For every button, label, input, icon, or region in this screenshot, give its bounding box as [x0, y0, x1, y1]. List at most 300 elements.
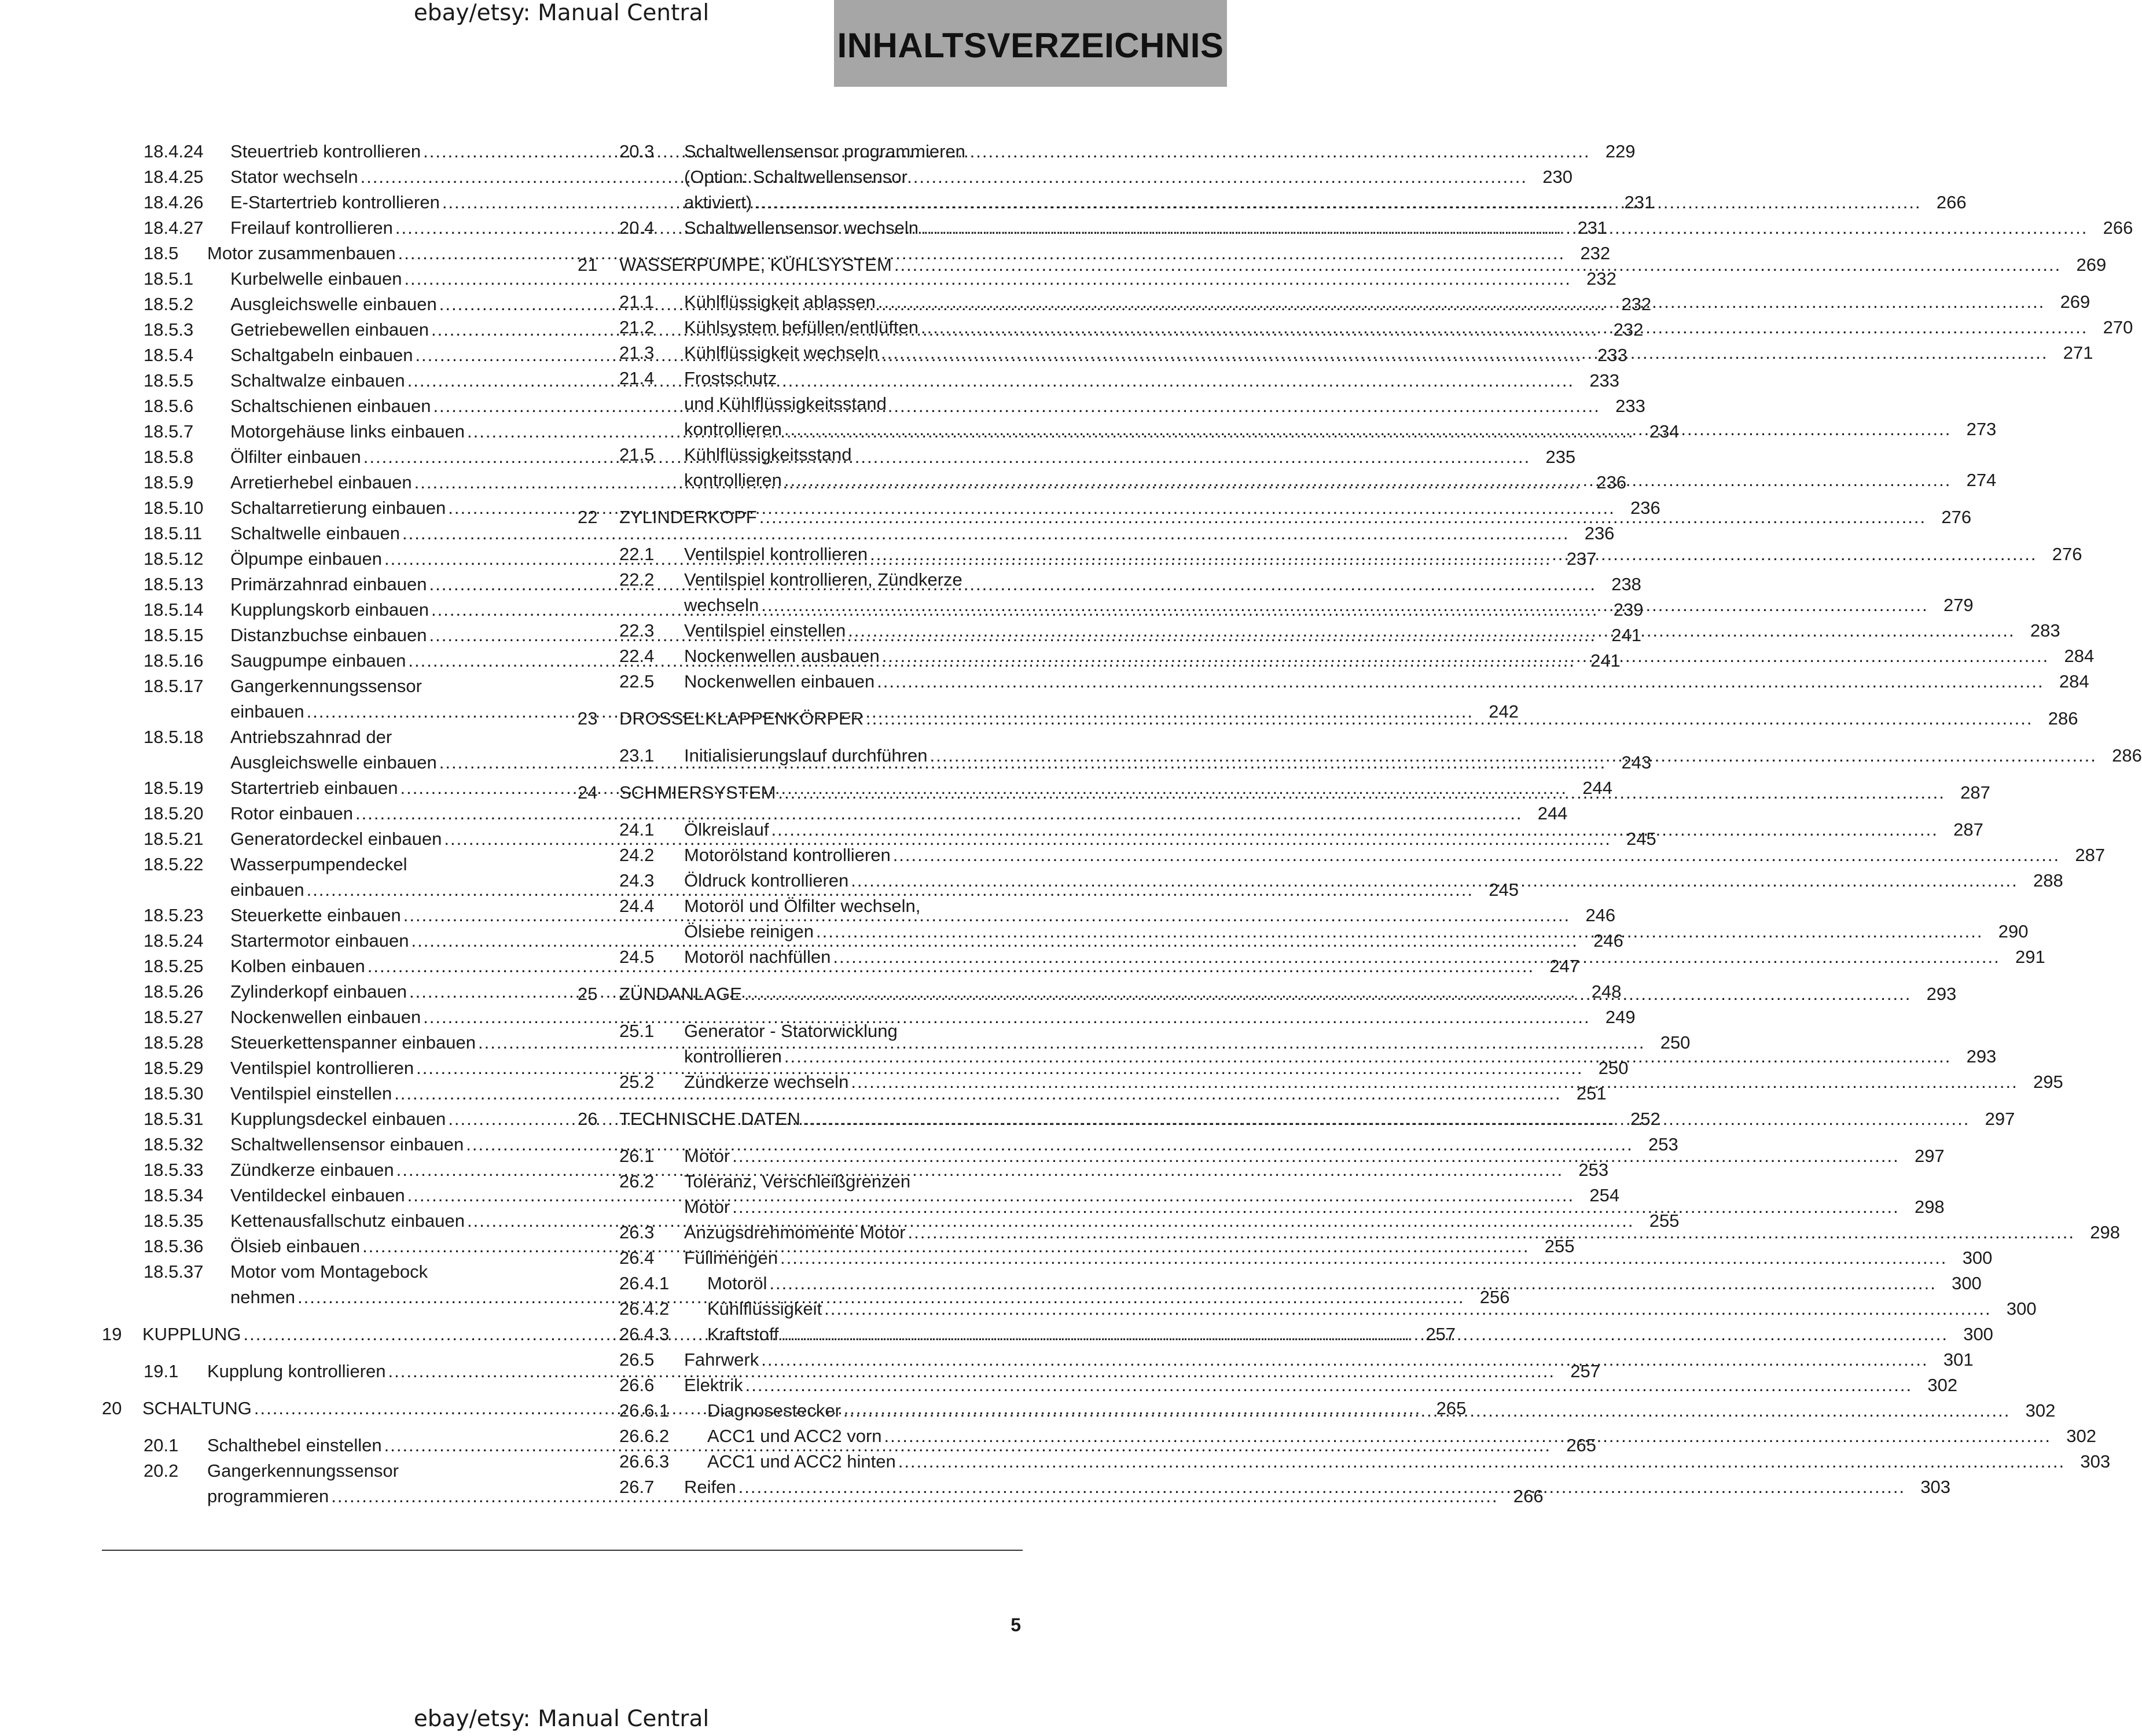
toc-entry-title: Kühlsystem befüllen/entlüften — [684, 317, 918, 337]
toc-entry-number: 18.5.36 — [144, 1236, 204, 1256]
toc-page-number: 257 — [1425, 1324, 1456, 1344]
toc-page-number: 265 — [1566, 1435, 1597, 1455]
toc-dot-leader — [831, 944, 2000, 970]
toc-page-number: 232 — [1621, 294, 1652, 314]
toc-entry-title: Distanzbuchse einbauen — [230, 625, 427, 645]
toc-page-number: 300 — [1963, 1324, 1993, 1344]
toc-entry-number: 18.5.4 — [144, 345, 194, 365]
toc-page-number: 232 — [1613, 319, 1644, 340]
toc-entry-title: Freilauf kontrollieren — [230, 218, 393, 238]
toc-entry — [102, 266, 1616, 292]
toc-entry-number: 23.1 — [619, 745, 655, 766]
toc-entry-number: 18.5.35 — [144, 1211, 204, 1231]
toc-page-number: 252 — [1630, 1109, 1660, 1129]
toc-entry-number: 26 — [578, 1109, 598, 1129]
toc-entry-title: Ausgleichswelle einbauen — [230, 752, 437, 773]
toc-dot-leader — [730, 1143, 1899, 1169]
toc-dot-leader — [879, 340, 2048, 366]
toc-entry-title: Fahrwerk — [684, 1349, 759, 1370]
toc-page-number: 248 — [1591, 981, 1622, 1002]
toc-entry-number: 18.5.1 — [144, 269, 194, 289]
toc-entry-title: wechseln — [684, 595, 759, 615]
toc-page-number: 287 — [1953, 819, 1983, 840]
toc-entry-number: 21.5 — [619, 444, 655, 465]
toc-page-number: 242 — [1489, 701, 1519, 722]
toc-entry-title: Saugpumpe einbauen — [230, 650, 406, 671]
toc-entry — [578, 1449, 2111, 1474]
toc-page-number: 269 — [2060, 292, 2090, 312]
page-title: INHALTSVERZEICHNIS — [837, 25, 1224, 65]
toc-page-number: 236 — [1596, 472, 1627, 492]
toc-entry-title: Gangerkennungssensor — [207, 1461, 399, 1481]
toc-page-number: 236 — [1630, 498, 1660, 518]
toc-page-number: 288 — [2033, 870, 2063, 891]
toc-entry-title: TECHNISCHE DATEN — [619, 1109, 800, 1129]
toc-entry-title: Reifen — [684, 1477, 736, 1497]
toc-page-number: 291 — [2015, 947, 2045, 967]
toc-entry-title: Startertrieb einbauen — [230, 778, 398, 798]
toc-dot-leader — [752, 190, 1921, 215]
toc-entry-title: Schaltwellensensor einbauen — [230, 1134, 464, 1154]
toc-page-number: 244 — [1582, 778, 1612, 798]
toc-page-number: 243 — [1621, 752, 1652, 773]
toc-entry-title: Ventildeckel einbauen — [230, 1185, 405, 1205]
toc-entry — [578, 1271, 1982, 1296]
toc-entry-number: 20.2 — [144, 1461, 179, 1481]
toc-dot-leader — [782, 417, 1951, 442]
toc-entry-title: (Option: Schaltwellensensor — [684, 167, 907, 187]
toc-entry-title: ZÜNDANLAGE — [619, 984, 742, 1004]
toc-entry-title: Ausgleichswelle einbauen — [230, 294, 437, 314]
toc-entry-number: 18.5.34 — [144, 1185, 204, 1205]
toc-entry-title: Wasserpumpendeckel — [230, 854, 407, 874]
toc-entry — [578, 1373, 1958, 1398]
toc-entry-number: 18.5.21 — [144, 829, 204, 849]
toc-dot-leader — [730, 1194, 1899, 1220]
toc-entry-number: 18.5.13 — [144, 574, 204, 594]
toc-entry-title: ZYLINDERKOPF — [619, 507, 757, 527]
toc-entry-title: Schaltwalze einbauen — [230, 370, 405, 391]
toc-page-number: 236 — [1584, 523, 1615, 543]
toc-dot-leader — [769, 817, 1938, 843]
toc-dot-leader — [800, 1106, 1970, 1132]
toc-entry-title: ACC1 und ACC2 vorn — [707, 1426, 882, 1446]
toc-entry-number: 25.1 — [619, 1021, 655, 1041]
toc-entry-title: Anzugsdrehmomente Motor — [684, 1222, 906, 1242]
toc-entry-number: 26.3 — [619, 1222, 655, 1242]
toc-page-number: 273 — [1966, 419, 1997, 439]
toc-entry-number: 22.3 — [619, 620, 655, 641]
toc-entry-title: Ölkreislauf — [684, 819, 769, 840]
toc-entry-number: 18.5.3 — [144, 319, 194, 340]
toc-entry-title: kontrollieren — [684, 470, 782, 490]
toc-entry-number: 26.7 — [619, 1477, 655, 1497]
toc-entry-number: 21 — [578, 255, 598, 275]
toc-entry-number: 18.5.19 — [144, 778, 204, 798]
toc-entry-number: 26.5 — [619, 1349, 655, 1370]
toc-entry-number: 18.5.12 — [144, 549, 204, 569]
toc-entry-title: aktiviert) — [684, 192, 752, 212]
toc-entry-title: Ventilspiel kontrollieren — [230, 1058, 414, 1078]
toc-entry-number: 18.5.37 — [144, 1261, 204, 1282]
toc-entry-number: 18.5.28 — [144, 1032, 204, 1053]
toc-page-number: 293 — [1926, 984, 1957, 1004]
toc-entry-number: 18.5.24 — [144, 930, 204, 951]
toc-page-number: 298 — [2090, 1222, 2120, 1242]
toc-entry-title: Ventilspiel einstellen — [230, 1083, 392, 1104]
toc-entry-title: E-Startertrieb kontrollieren — [230, 192, 440, 212]
toc-page-number: 231 — [1577, 218, 1608, 238]
toc-page-number: 231 — [1624, 192, 1655, 212]
toc-dot-leader — [846, 618, 2015, 643]
toc-entry-number: 18.5 — [144, 243, 179, 263]
toc-entry-number: 18.5.14 — [144, 599, 204, 620]
toc-page-number: 266 — [1936, 192, 1967, 212]
toc-page-number: 253 — [1578, 1160, 1609, 1180]
toc-page-number: 230 — [1542, 167, 1572, 187]
toc-dot-leader — [742, 981, 1911, 1007]
toc-page-number: 286 — [2112, 745, 2142, 766]
toc-entry-title: Zündkerze wechseln — [684, 1072, 849, 1092]
toc-entry-number: 21.2 — [619, 317, 655, 337]
toc-entry-number: 19.1 — [144, 1361, 179, 1381]
toc-entry-title: Kühlflüssigkeit — [707, 1299, 822, 1319]
watermark-bottom: ebay/etsy: Manual Central — [413, 1706, 710, 1732]
toc-entry — [578, 669, 2089, 694]
toc-entry-title: DROSSELKLAPPENKÖRPER — [619, 708, 864, 729]
toc-entry-number: 22.5 — [619, 671, 655, 692]
toc-entry-number: 18.5.15 — [144, 625, 204, 645]
toc-entry-number: 23 — [578, 708, 598, 729]
toc-entry-title: Schaltwelle einbauen — [230, 523, 400, 543]
toc-page-number: 234 — [1649, 421, 1680, 442]
toc-entry-number: 25.2 — [619, 1072, 655, 1092]
toc-entry-title: SCHMIERSYSTEM — [619, 782, 776, 803]
toc-entry — [102, 1055, 1629, 1081]
toc-entry-title: Motoröl nachfüllen — [684, 947, 831, 967]
toc-dot-leader — [880, 643, 2049, 669]
toc-entry-number: 18.5.32 — [144, 1134, 204, 1154]
toc-entry-number: 18.5.22 — [144, 854, 204, 874]
toc-dot-leader — [736, 1474, 1905, 1500]
toc-entry-title: Schaltwellensensor wechseln — [684, 218, 918, 238]
toc-entry-title: einbauen — [230, 701, 304, 722]
toc-page-number: 265 — [1436, 1398, 1467, 1418]
toc-entry-number: 26.6.1 — [619, 1400, 670, 1421]
toc-dot-leader — [814, 919, 1983, 944]
toc-entry-title: Nockenwellen einbauen — [230, 1007, 421, 1027]
toc-entry-number: 22.4 — [619, 646, 655, 666]
toc-entry — [102, 1005, 1636, 1030]
toc-entry-title: Motorgehäuse links einbauen — [230, 421, 465, 442]
toc-entry-number: 21.3 — [619, 343, 655, 363]
toc-entry-title: Antriebszahnrad der — [230, 727, 392, 747]
toc-entry-number: 18.4.25 — [144, 167, 204, 187]
toc-entry-title: Toleranz, Verschleißgrenzen — [684, 1171, 911, 1191]
toc-dot-leader — [892, 252, 2061, 278]
toc-entry-number: 21.1 — [619, 292, 655, 312]
toc-entry-title: Elektrik — [684, 1375, 743, 1395]
toc-page-number: 241 — [1590, 650, 1621, 671]
toc-entry-title: ACC1 und ACC2 hinten — [707, 1451, 896, 1472]
toc-entry-number: 22.1 — [619, 544, 655, 564]
toc-entry-number: 18.5.27 — [144, 1007, 204, 1027]
toc-entry-number: 18.5.23 — [144, 905, 204, 925]
toc-page-number: 295 — [2033, 1072, 2063, 1092]
toc-entry-number: 20 — [102, 1398, 122, 1418]
page-number: 5 — [1011, 1614, 1021, 1635]
toc-page-number: 303 — [1920, 1477, 1951, 1497]
toc-entry-title: Frostschutz — [684, 368, 777, 388]
toc-entry-number: 26.4.3 — [619, 1324, 670, 1344]
section-header — [834, 0, 1227, 87]
footer-divider — [102, 1550, 1023, 1551]
toc-entry-number: 26.4.1 — [619, 1273, 670, 1293]
toc-page-number: 287 — [2075, 845, 2106, 865]
toc-entry-number: 26.6.3 — [619, 1451, 670, 1472]
toc-page-number: 301 — [1943, 1349, 1974, 1370]
toc-entry-number: 18.5.26 — [144, 981, 204, 1002]
toc-entry-title: Gangerkennungssensor — [230, 676, 422, 696]
toc-page-number: 255 — [1544, 1236, 1575, 1256]
toc-page-number: 233 — [1615, 396, 1645, 416]
toc-dot-leader — [779, 1322, 1948, 1347]
toc-entry-number: 20.3 — [619, 141, 655, 161]
toc-entry-title: Initialisierungslauf durchführen — [684, 745, 928, 766]
toc-entry-number: 18.5.2 — [144, 294, 194, 314]
toc-entry-title: Kupplungsdeckel einbauen — [230, 1109, 446, 1129]
toc-entry-title: Ölsiebe reinigen — [684, 921, 814, 941]
toc-entry-number: 26.2 — [619, 1171, 655, 1191]
toc-entry-number: 18.5.10 — [144, 498, 204, 518]
toc-entry-title: Schaltwellensensor programmieren — [684, 141, 965, 161]
toc-page-number: 239 — [1613, 599, 1644, 620]
toc-entry-title: KUPPLUNG — [142, 1324, 241, 1344]
toc-page-number: 233 — [1597, 345, 1627, 365]
toc-entry-title: Ventilspiel einstellen — [684, 620, 846, 641]
toc-entry-title: Kühlflüssigkeitsstand — [684, 444, 852, 465]
toc-entry-title: Öldruck kontrollieren — [684, 870, 849, 891]
toc-dot-leader — [848, 868, 2018, 893]
toc-entry-number: 18.5.25 — [144, 956, 204, 976]
toc-entry-title: Motoröl und Ölfilter wechseln, — [684, 896, 921, 916]
toc-page-number: 244 — [1537, 803, 1568, 823]
toc-dot-leader — [778, 1245, 1947, 1271]
toc-page-number: 247 — [1549, 956, 1580, 976]
toc-entry-title: Generatordeckel einbauen — [230, 829, 442, 849]
toc-dot-leader — [759, 593, 1928, 618]
toc-page-number: 279 — [1943, 595, 1974, 615]
toc-dot-leader — [875, 669, 2044, 694]
toc-entry-number: 18.5.8 — [144, 447, 194, 467]
toc-entry-title: Getriebewellen einbauen — [230, 319, 429, 340]
toc-entry-title: Steuerkette einbauen — [230, 905, 401, 925]
toc-entry-number: 20.1 — [144, 1435, 179, 1455]
toc-dot-leader — [757, 505, 1926, 530]
toc-entry-title: und Kühlflüssigkeitsstand — [684, 393, 887, 414]
toc-dot-leader — [891, 843, 2060, 868]
toc-entry-number: 20.4 — [619, 218, 655, 238]
toc-entry-title: Diagnosestecker — [707, 1400, 841, 1421]
toc-entry-title: nehmen — [230, 1287, 296, 1307]
toc-page-number: 276 — [1941, 507, 1972, 527]
toc-entry — [102, 521, 1615, 546]
toc-entry-number: 26.6 — [619, 1375, 655, 1395]
toc-page-number: 283 — [2030, 620, 2060, 641]
toc-dot-leader — [767, 1271, 1936, 1296]
toc-entry-number: 18.5.5 — [144, 370, 194, 391]
toc-page-number: 274 — [1966, 470, 1997, 490]
toc-entry-number: 24.2 — [619, 845, 655, 865]
toc-entry-number: 19 — [102, 1324, 122, 1344]
toc-entry-title: Nockenwellen einbauen — [684, 671, 875, 692]
toc-page-number: 237 — [1566, 549, 1597, 569]
toc-page-number: 238 — [1611, 574, 1641, 594]
toc-entry-number: 18.5.11 — [144, 523, 203, 543]
toc-dot-leader — [876, 289, 2045, 315]
toc-page-number: 269 — [2076, 255, 2107, 275]
toc-entry-number: 24 — [578, 782, 598, 803]
toc-page-number: 300 — [1952, 1273, 1982, 1293]
toc-page-number: 300 — [1962, 1248, 1993, 1268]
toc-entry-title: Ventilspiel kontrollieren — [684, 544, 868, 564]
toc-page-number: 232 — [1580, 243, 1611, 263]
toc-entry-title: SCHALTUNG — [142, 1398, 252, 1418]
toc-entry-title: einbauen — [230, 880, 304, 900]
toc-entry — [102, 801, 1568, 826]
toc-entry-title: Motor vom Montagebock — [230, 1261, 428, 1282]
toc-page-number: 287 — [1960, 782, 1990, 803]
toc-dot-leader — [896, 1449, 2065, 1474]
toc-page-number: 298 — [1914, 1197, 1945, 1217]
toc-dot-leader — [822, 1296, 1991, 1322]
toc-entry-number: 24.3 — [619, 870, 655, 891]
toc-page-number: 249 — [1605, 1007, 1636, 1027]
toc-entry-number: 26.4 — [619, 1248, 655, 1268]
toc-entry-number: 18.4.27 — [144, 218, 204, 238]
toc-page-number: 254 — [1589, 1185, 1620, 1205]
toc-entry-title: Füllmengen — [684, 1248, 778, 1268]
toc-entry-number: 26.6.2 — [619, 1426, 670, 1446]
toc-entry-title: Kurbelwelle einbauen — [230, 269, 402, 289]
toc-dot-leader — [743, 1373, 1912, 1398]
toc-entry-title: Steuertrieb kontrollieren — [230, 141, 421, 161]
toc-dot-leader — [927, 743, 2096, 768]
toc-entry-title: Motor — [684, 1197, 730, 1217]
toc-entry-title: Motorölstand kontrollieren — [684, 845, 891, 865]
toc-entry-title: Schaltschienen einbauen — [230, 396, 431, 416]
toc-entry-title: Stator wechseln — [230, 167, 358, 187]
toc-page-number: 235 — [1545, 447, 1576, 467]
toc-entry-number: 24.4 — [619, 896, 655, 916]
toc-entry-title: Arretierhebel einbauen — [230, 472, 412, 492]
toc-page-number: 250 — [1598, 1058, 1629, 1078]
toc-entry-number: 18.5.20 — [144, 803, 204, 823]
toc-entry-number: 26.1 — [619, 1146, 655, 1166]
toc-entry-number: 18.5.18 — [144, 727, 204, 747]
toc-entry-title: Zylinderkopf einbauen — [230, 981, 407, 1002]
toc-entry-title: Schaltarretierung einbauen — [230, 498, 446, 518]
toc-entry-number: 21.4 — [619, 368, 655, 388]
toc-entry-number: 22.2 — [619, 569, 655, 590]
toc-page-number: 257 — [1570, 1361, 1600, 1381]
toc-page-number: 253 — [1648, 1134, 1678, 1154]
toc-entry-title: kontrollieren — [684, 419, 782, 439]
toc-entry-title: Primärzahnrad einbauen — [230, 574, 427, 594]
toc-entry-number: 18.5.16 — [144, 650, 204, 671]
toc-entry-title: Ölfilter einbauen — [230, 447, 361, 467]
toc-entry-number: 18.5.31 — [144, 1109, 204, 1129]
toc-page-number: 297 — [1914, 1146, 1945, 1166]
toc-page-number: 297 — [1985, 1109, 2015, 1129]
toc-page-number: 271 — [2063, 343, 2093, 363]
toc-entry-title: Kupplung kontrollieren — [207, 1361, 386, 1381]
toc-page-number: 246 — [1593, 930, 1623, 951]
toc-page-number: 245 — [1626, 829, 1656, 849]
toc-page-number: 302 — [2025, 1400, 2056, 1421]
toc-page-number: 293 — [1966, 1046, 1997, 1066]
toc-entry-title: Motor zusammenbauen — [207, 243, 396, 263]
toc-entry-title: Motor — [684, 1146, 730, 1166]
toc-page-number: 303 — [2080, 1451, 2111, 1472]
toc-entry-number: 18.5.7 — [144, 421, 194, 442]
toc-entry-number: 18.5.6 — [144, 396, 194, 416]
toc-entry-number: 18.4.26 — [144, 192, 204, 212]
toc-entry-title: Ölsieb einbauen — [230, 1236, 361, 1256]
toc-entry-title: Startermotor einbauen — [230, 930, 409, 951]
toc-page-number: 302 — [1927, 1375, 1958, 1395]
toc-dot-leader — [759, 1347, 1928, 1373]
toc-entry-number: 22 — [578, 507, 598, 527]
toc-entry-number: 24.1 — [619, 819, 655, 840]
toc-entry-title: WASSERPUMPE, KÜHLSYSTEM — [619, 255, 892, 275]
toc-dot-leader — [776, 780, 1945, 806]
toc-entry-number: 18.5.30 — [144, 1083, 204, 1104]
toc-entry-number: 18.5.17 — [144, 676, 204, 696]
toc-page-number: 284 — [2064, 646, 2095, 666]
toc-entry-title: Ölpumpe einbauen — [230, 549, 382, 569]
toc-page-number: 290 — [1998, 921, 2029, 941]
toc-entry-title: Kühlflüssigkeit ablassen — [684, 292, 876, 312]
toc-entry-title: Kupplungskorb einbauen — [230, 599, 429, 620]
toc-dot-leader — [882, 1424, 2051, 1449]
toc-entry-title: Schalthebel einstellen — [207, 1435, 382, 1455]
toc-entry — [578, 843, 2106, 868]
toc-entry-title: programmieren — [207, 1486, 329, 1506]
toc-entry-title: Rotor einbauen — [230, 803, 353, 823]
toc-page-number: 256 — [1479, 1287, 1510, 1307]
toc-entry-title: Generator - Statorwicklung — [684, 1021, 898, 1041]
watermark-top: ebay/etsy: Manual Central — [413, 0, 710, 26]
toc-page-number: 302 — [2066, 1426, 2096, 1446]
toc-entry-number: 18.5.9 — [144, 472, 194, 492]
toc-dot-leader — [864, 706, 2033, 731]
toc-dot-leader — [906, 1220, 2075, 1245]
toc-page-number: 245 — [1489, 880, 1519, 900]
toc-entry-number: 18.5.29 — [144, 1058, 204, 1078]
toc-entry-number: 18.5.33 — [144, 1160, 204, 1180]
toc-entry-title: Steuerkettenspanner einbauen — [230, 1032, 476, 1053]
toc-page-number: 276 — [2052, 544, 2082, 564]
toc-page-number: 284 — [2059, 671, 2089, 692]
toc-entry-number: 18.4.24 — [144, 141, 204, 161]
toc-entry-title: Ventilspiel kontrollieren, Zündkerze — [684, 569, 962, 590]
toc-page-number: 266 — [1513, 1486, 1544, 1506]
toc-entry-title: Kraftstoff — [707, 1324, 779, 1344]
toc-entry-title: Zündkerze einbauen — [230, 1160, 394, 1180]
toc-entry-title: Kolben einbauen — [230, 956, 365, 976]
toc-page-number: 232 — [1586, 269, 1616, 289]
